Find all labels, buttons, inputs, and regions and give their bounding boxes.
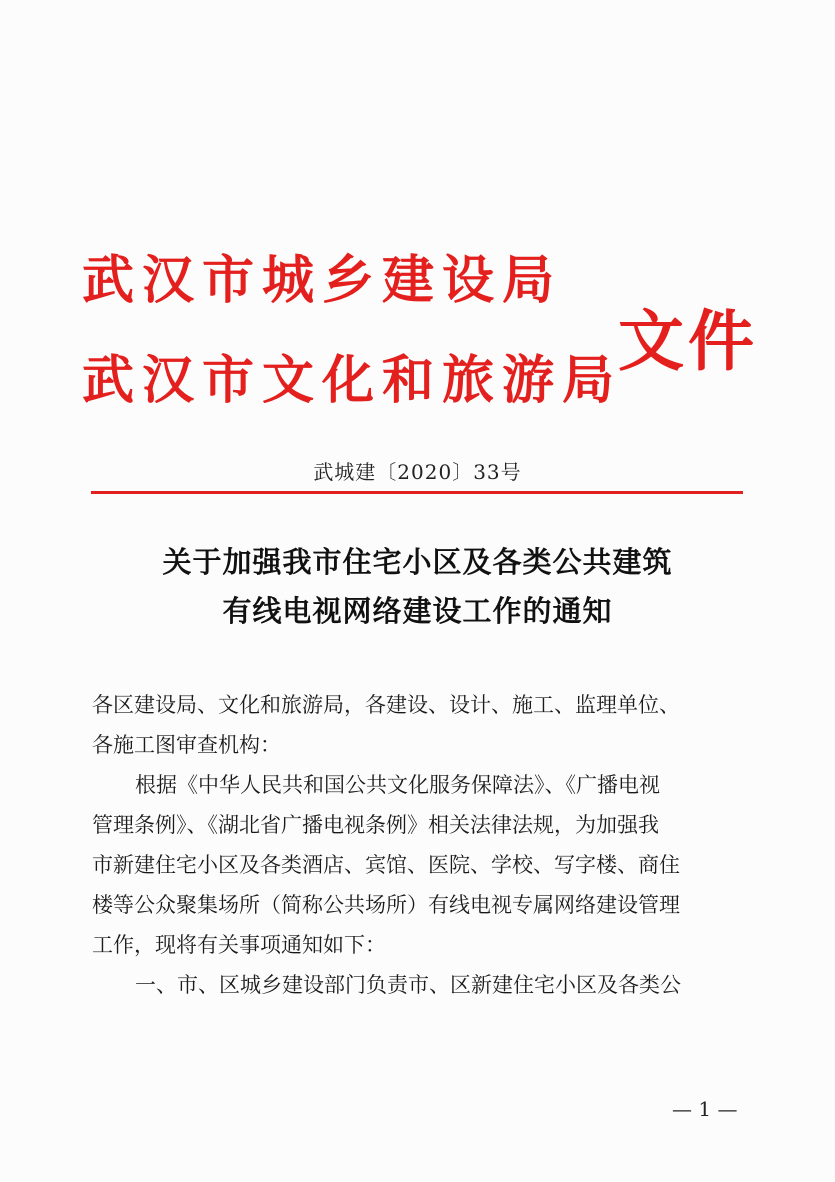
issuer-line-1: 武汉市城乡建设局 — [82, 250, 563, 311]
page-number: — 1 — — [672, 1097, 738, 1121]
body-line: 各施工图审查机构： — [92, 733, 281, 757]
body-line: 工作，现将有关事项通知如下： — [92, 933, 386, 957]
body-line: 一、市、区城乡建设部门负责市、区新建住宅小区及各类公 — [135, 973, 681, 997]
title-line-1: 关于加强我市住宅小区及各类公共建筑 — [162, 545, 673, 579]
red-divider — [91, 491, 743, 494]
body-line: 楼等公众聚集场所（简称公共场所）有线电视专属网络建设管理 — [92, 893, 680, 917]
document-number: 武城建〔2020〕33号 — [313, 460, 522, 484]
body-line: 市新建住宅小区及各类酒店、宾馆、医院、学校、写字楼、商住 — [92, 853, 680, 877]
body-text — [92, 685, 752, 1005]
document-word: 文件 — [618, 302, 758, 380]
body-line: 管理条例》、《湖北省广播电视条例》相关法律法规，为加强我 — [92, 813, 659, 837]
body-line: 各区建设局、文化和旅游局，各建设、设计、施工、监理单位、 — [92, 693, 680, 717]
body-line: 根据《中华人民共和国公共文化服务保障法》、《广播电视 — [135, 773, 660, 797]
title-line-2: 有线电视网络建设工作的通知 — [222, 594, 613, 628]
issuer-line-2: 武汉市文化和旅游局 — [82, 350, 623, 411]
